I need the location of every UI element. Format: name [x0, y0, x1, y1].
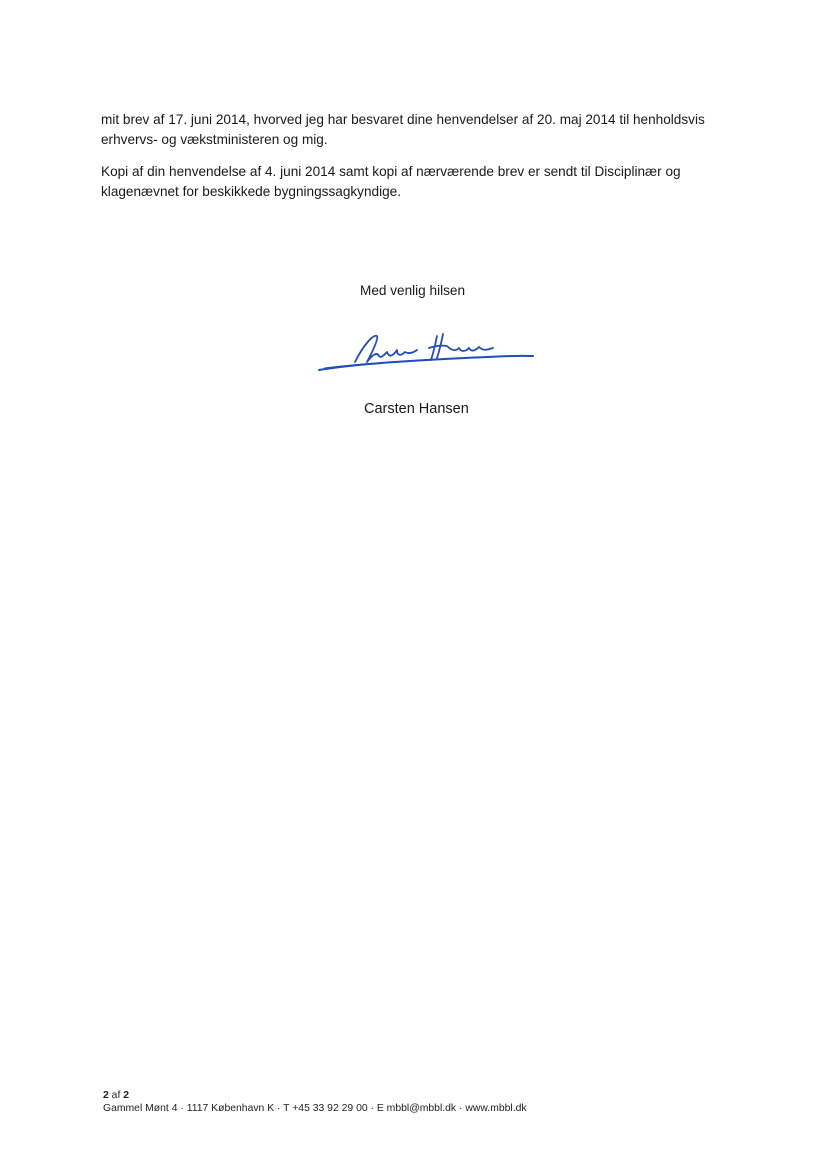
closing-greeting: Med venlig hilsen — [360, 283, 466, 298]
page-current: 2 — [103, 1090, 109, 1101]
letter-body — [101, 110, 741, 214]
footer-address: Gammel Mønt 4 · 1117 København K · T +45 33 92 29 00 · E mbbl@mbbl.dk · www.mbbl.dk — [103, 1103, 527, 1114]
paragraph-line: Kopi af din henvendelse af 4. juni 2014 samt kopi af nærværende brev er sendt til Disciplinær og — [101, 164, 681, 179]
paragraph-line: mit brev af 17. juni 2014, hvorved jeg har besvaret dine henvendelser af 20. maj 2014 til henholdsvis — [101, 112, 705, 127]
page-of-label: af — [111, 1090, 121, 1101]
paragraph-reference — [101, 110, 741, 150]
page-number — [103, 1089, 527, 1102]
signer-name: Carsten Hansen — [364, 401, 469, 417]
handwritten-signature — [315, 328, 537, 378]
paragraph-line: erhvervs- og vækstministeren og mig. — [101, 132, 328, 147]
page-footer — [103, 1089, 527, 1115]
page-total: 2 — [123, 1090, 130, 1101]
paragraph-line: klagenævnet for beskikkede bygningssagkyndige. — [101, 184, 402, 199]
paragraph-copy-notice — [101, 162, 741, 202]
